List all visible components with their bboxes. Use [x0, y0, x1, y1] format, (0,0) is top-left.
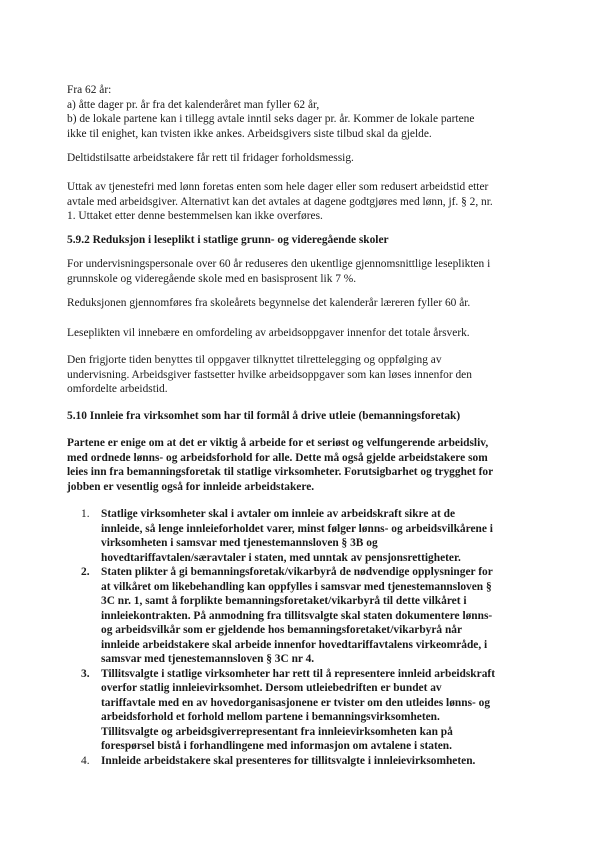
list-item — [81, 667, 541, 754]
text-line: omfordelte arbeidstid. — [67, 383, 168, 395]
paragraph-redistribution — [67, 326, 535, 341]
text-line: virksomheten i samsvar med tjenestemannsloven § 3B og — [101, 537, 378, 549]
text-line: 3C nr. 1, samt å forplikte bemanningsforetaket/vikarbyrå til dette vilkåret i — [101, 595, 467, 607]
text-line: avtale med arbeidsgiver. Alternativt kan det avtales at dagene godtgjøres med lønn, jf. § 2, nr. — [67, 195, 493, 208]
text-line: innleide arbeidstakere skal arbeide innenfor hovedtariffavtalens virkeområde, i — [101, 638, 488, 651]
text-line: innleide, så lenge innleieforholdet varer, minst følger lønns- og arbeidsvilkårene i — [101, 522, 493, 535]
list-number: 1. — [81, 508, 90, 520]
paragraph-reduction-start — [67, 296, 535, 311]
text-line: Fra 62 år: — [67, 84, 112, 96]
text-line: og arbeidsvilkår som er gjeldende hos bemanningsforetaket/vikarbyrå når — [101, 624, 463, 636]
section-heading-5-9-2: 5.9.2 Reduksjon i leseplikt i statlige grunn- og videregående skoler — [67, 234, 389, 246]
text-line: samsvar med tjenestemannsloven § 3C nr 4. — [101, 653, 315, 665]
text-line: Tillitsvalgte og arbeidsgiverrepresentant fra innleievirksomheten kan på — [101, 725, 453, 738]
paragraph-age-62 — [67, 83, 535, 141]
text-line: Staten plikter å gi bemanningsforetak/vikarbyrå de nødvendige opplysninger for — [101, 566, 493, 578]
text-line: tariffavtale med en av hovedorganisasjonene er tvister om den utleides lønns- og — [101, 696, 491, 709]
text-line: arbeidsforhold et forhold mellom partene i bemanningsvirksomheten. — [101, 711, 440, 723]
numbered-list — [81, 507, 541, 768]
text-line: Partene er enige om at det er viktig å arbeide for et seriøst og velfungerende arbeidsliv, — [67, 437, 489, 449]
text-line: undervisning. Arbeidsgiver fastsetter hvilke arbeidsoppgaver som kan løses innenfor den — [67, 368, 472, 381]
text-line: Statlige virksomheter skal i avtaler om innleie av arbeidskraft sikre at de — [101, 508, 456, 520]
text-line: Innleide arbeidstakere skal presenteres for tillitsvalgte i innleievirksomheten. — [101, 754, 476, 767]
list-number: 3. — [81, 667, 90, 680]
text-line: 1. Uttaket etter denne bestemmelsen kan ikke overføres. — [67, 210, 323, 222]
text-line: a) åtte dager pr. år fra det kalenderåret man fyller 62 år, — [67, 98, 320, 111]
text-line: Den frigjorte tiden benyttes til oppgaver tilknyttet tilrettelegging og oppfølging av — [67, 354, 442, 366]
text-line: jobben er vesentlig også for innleide arbeidstakere. — [67, 480, 315, 493]
text-line: b) de lokale partene kan i tillegg avtale inntil seks dager pr. år. Kommer de lokale partene — [67, 113, 475, 125]
list-item — [81, 507, 541, 565]
paragraph-teaching-reduction — [67, 257, 535, 286]
text-line: forespørsel bistå i forhandlingene med informasjon om avtalene i staten. — [101, 740, 452, 752]
list-number: 2. — [81, 566, 90, 578]
list-item — [81, 565, 541, 667]
paragraph-leave-withdrawal — [67, 180, 535, 224]
text-line: Leseplikten vil innebære en omfordeling av arbeidsoppgaver innenfor det totale årsverk. — [67, 327, 470, 339]
text-line: Reduksjonen gjennomføres fra skoleårets begynnelse det kalenderår læreren fyller 60 år. — [67, 297, 471, 309]
text-line: innleiekontrakten. På anmodning fra tillitsvalgte skal staten dokumentere lønns- — [101, 609, 493, 622]
text-line: For undervisningspersonale over 60 år reduseres den ukentlige gjennomsnittlige leseplikten i — [67, 258, 491, 270]
text-line: Tillitsvalgte i statlige virksomheter har rett til å representere innleid arbeidskraft — [101, 667, 495, 680]
text-line: grunnskole og videregående skole med en basisprosent lik 7 %. — [67, 272, 357, 285]
text-line: Uttak av tjenestefri med lønn foretas enten som hele dager eller som redusert arbeidstid etter — [67, 181, 489, 193]
text-line: hovedtariffavtalen/særavtaler i staten, med unntak av pensjonsrettigheter. — [101, 551, 461, 564]
list-number: 4. — [81, 754, 90, 767]
paragraph-part-time — [67, 151, 535, 166]
paragraph-freed-time — [67, 353, 535, 397]
text-line: leies inn fra bemanningsforetak til statlige virksomheter. Forutsigbarhet og trygghet for — [67, 466, 494, 478]
text-line: ikke til enighet, kan tvisten ikke ankes. Arbeidsgivers siste tilbud skal da gjelde. — [67, 127, 432, 140]
text-line: med ordnede lønns- og arbeidsforhold for alle. Dette må også gjelde arbeidstakere som — [67, 451, 488, 464]
text-line: Deltidstilsatte arbeidstakere får rett til fridager forholdsmessig. — [67, 152, 354, 164]
section-heading-5-10: 5.10 Innleie fra virksomhet som har til formål å drive utleie (bemanningsforetak) — [67, 410, 461, 422]
text-line: overfor statlig innleievirksomhet. Dersom utleiebedriften er bundet av — [101, 682, 442, 694]
text-line: at vilkåret om likebehandling kan oppfylles i samsvar med tjenestemannsloven § — [101, 580, 492, 593]
list-item — [81, 754, 541, 769]
paragraph-agreement-intro — [67, 436, 535, 494]
